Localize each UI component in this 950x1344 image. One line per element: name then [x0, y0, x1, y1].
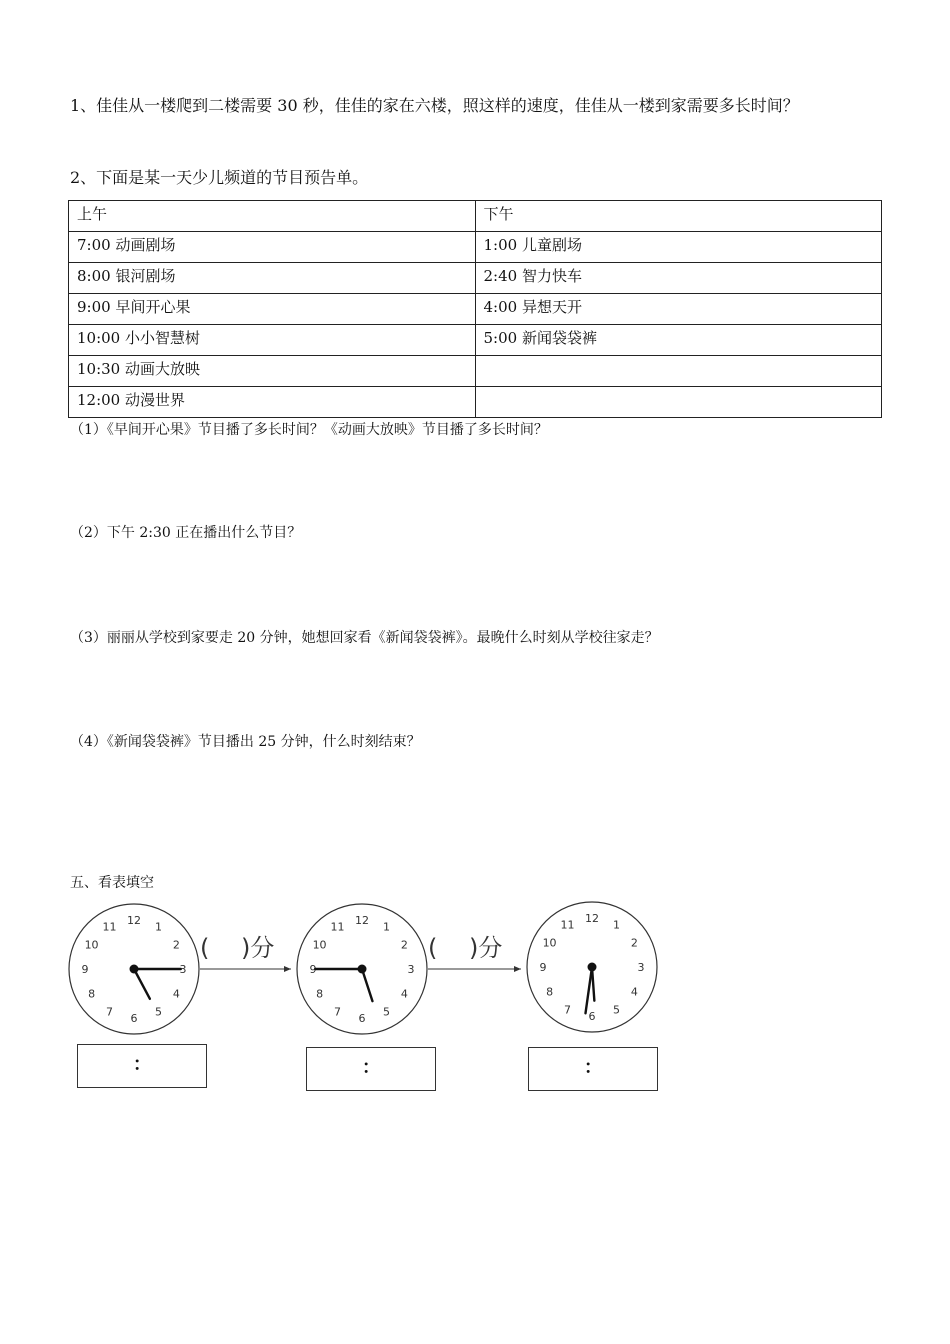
clock-number: 8 [546, 985, 554, 999]
table-cell: 10:00 小小智慧树 [69, 325, 476, 356]
clock-number: 6 [588, 1010, 596, 1023]
clock-number: 1 [383, 920, 390, 934]
clock-3 [527, 902, 657, 1032]
table-cell: 9:00 早间开心果 [69, 294, 476, 325]
table-cell: 5:00 新闻袋袋裤 [475, 325, 882, 356]
table-cell [475, 356, 882, 387]
clock-number: 3 [407, 963, 415, 976]
table-cell: 2:40 智力快车 [475, 263, 882, 294]
table-cell: 8:00 银河剧场 [69, 263, 476, 294]
table-cell: 4:00 异想天开 [475, 294, 882, 325]
table-cell: 10:30 动画大放映 [69, 356, 476, 387]
clock-number: 2 [172, 938, 180, 952]
answer-box-1[interactable]: ： [77, 1044, 207, 1088]
table-header-row [69, 201, 882, 232]
clock-number: 10 [312, 938, 327, 952]
answer-box-3[interactable]: ： [528, 1047, 658, 1091]
clock-number: 2 [630, 936, 638, 950]
clock-center [130, 965, 139, 974]
clock-number: 12 [355, 914, 369, 927]
clock-number: 1 [613, 918, 620, 932]
table-row [69, 294, 882, 325]
sub-question-2: （2）下午 2:30 正在播出什么节目？ [70, 525, 302, 541]
clock-number: 1 [155, 920, 162, 934]
clock-number: 5 [613, 1003, 620, 1017]
clock-number: 3 [637, 961, 645, 974]
sub-question-3: （3）丽丽从学校到家要走 20 分钟，她想回家看《新闻袋袋裤》。最晚什么时刻从学校往家走？ [70, 630, 659, 646]
clock-number: 8 [88, 987, 96, 1001]
answer-box-2[interactable]: ： [306, 1047, 436, 1091]
table-row [69, 232, 882, 263]
clock-number: 12 [585, 912, 599, 925]
question-1: 1、佳佳从一楼爬到二楼需要 30 秒，佳佳的家在六楼，照这样的速度，佳佳从一楼到家需要多长时间？ [70, 96, 799, 115]
program-schedule-table [68, 200, 882, 418]
clock-number: 4 [400, 987, 408, 1001]
table-cell: 1:00 儿童剧场 [475, 232, 882, 263]
clock-number: 8 [316, 987, 324, 1001]
clock-number: 11 [330, 920, 345, 934]
clock-number: 3 [179, 963, 187, 976]
table-row [69, 263, 882, 294]
table-row [69, 325, 882, 356]
clock-number: 4 [172, 987, 180, 1001]
clock-number: 10 [84, 938, 99, 952]
clock-number: 5 [155, 1005, 162, 1019]
clock-number: 10 [542, 936, 557, 950]
header-afternoon: 下午 [475, 201, 882, 232]
header-morning: 上午 [69, 201, 476, 232]
clock-number: 11 [560, 918, 575, 932]
clock-2 [297, 904, 427, 1034]
question-2: 2、下面是某一天少儿频道的节目预告单。 [70, 168, 369, 187]
table-cell: 12:00 动漫世界 [69, 387, 476, 418]
clock-number: 2 [400, 938, 408, 952]
table-row [69, 387, 882, 418]
clock-number: 7 [564, 1003, 571, 1017]
clock-1 [69, 904, 199, 1034]
clock-number: 7 [106, 1005, 113, 1019]
clock-number: 9 [81, 963, 89, 976]
section-5-title: 五、看表填空 [70, 875, 154, 891]
arrow-2-label: ( )分 [428, 934, 503, 962]
clock-number: 12 [127, 914, 141, 927]
clock-number: 7 [334, 1005, 341, 1019]
sub-question-4: （4）《新闻袋袋裤》节目播出 25 分钟，什么时刻结束？ [70, 734, 421, 750]
clock-number: 11 [102, 920, 117, 934]
table-row [69, 356, 882, 387]
table-cell: 7:00 动画剧场 [69, 232, 476, 263]
clock-number: 9 [539, 961, 547, 974]
clock-center [588, 963, 597, 972]
clock-number: 6 [358, 1012, 366, 1025]
clock-center [358, 965, 367, 974]
clock-number: 9 [309, 963, 317, 976]
clock-number: 4 [630, 985, 638, 999]
table-cell [475, 387, 882, 418]
clock-number: 6 [130, 1012, 138, 1025]
sub-question-1: （1）《早间开心果》节目播了多长时间？《动画大放映》节目播了多长时间？ [70, 422, 548, 438]
clock-number: 5 [383, 1005, 390, 1019]
arrow-1-label: ( )分 [200, 934, 275, 962]
